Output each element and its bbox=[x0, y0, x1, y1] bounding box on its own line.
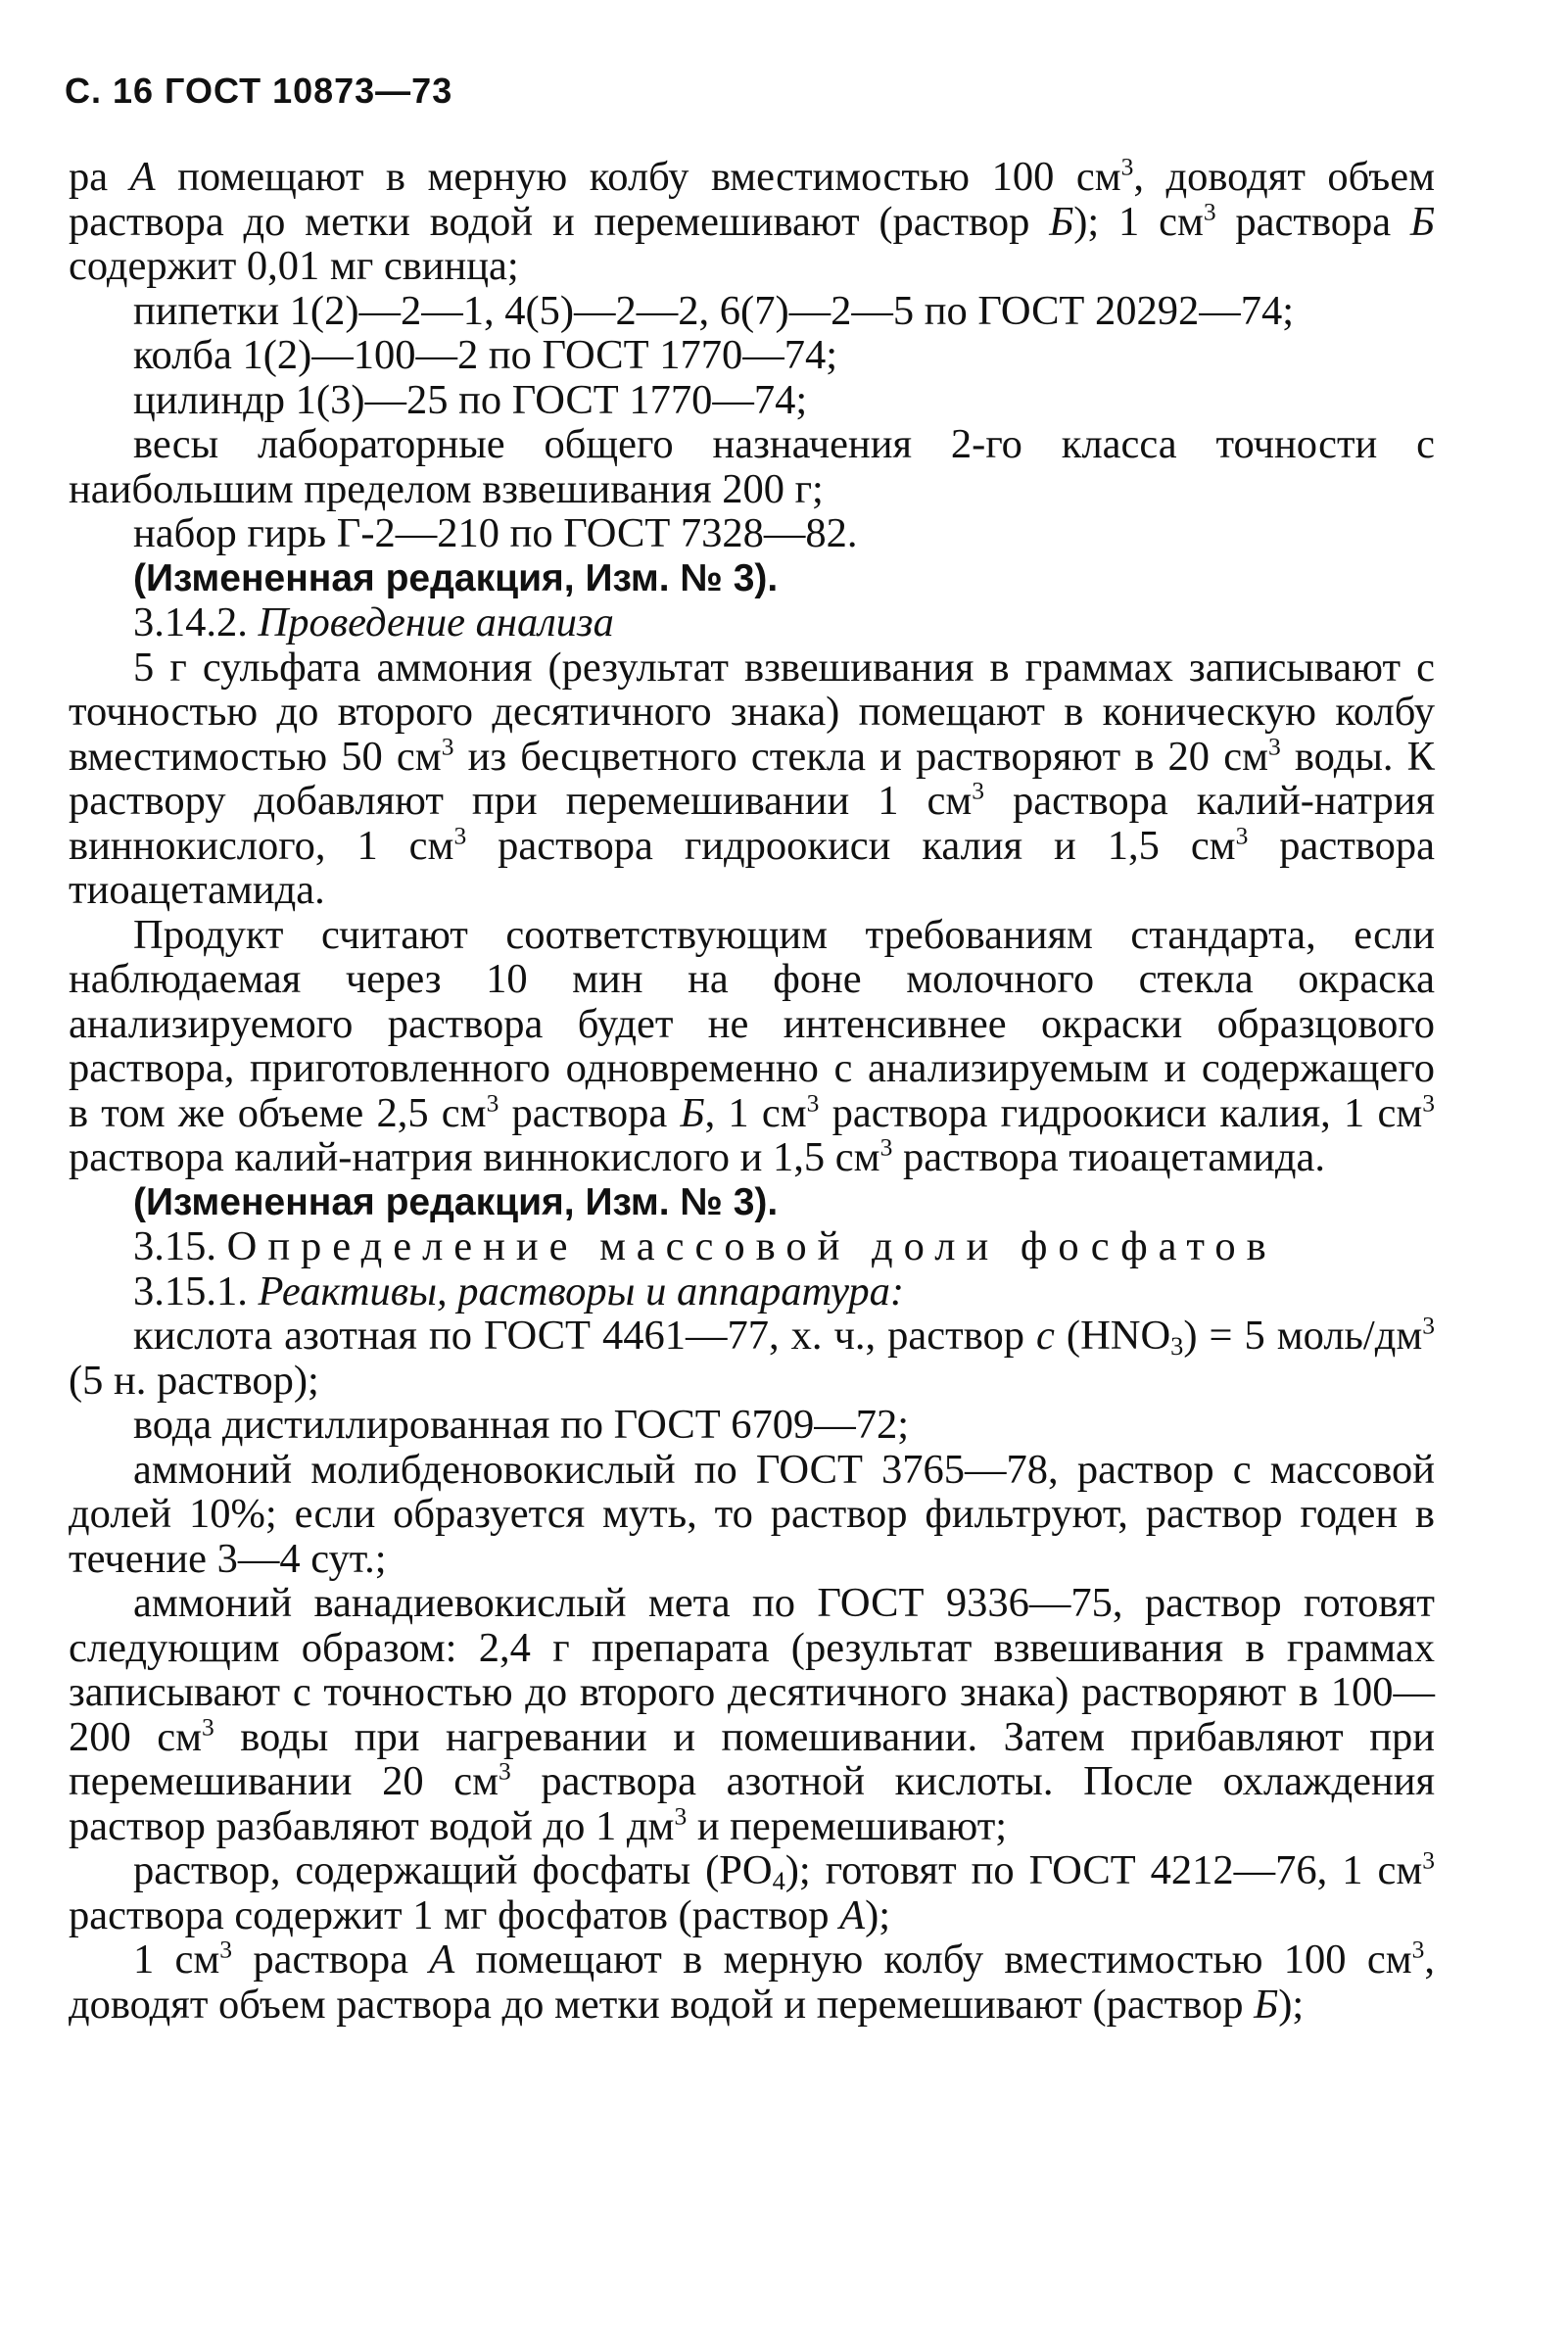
list-item-scales: весы лабораторные общего назначения 2-го класса точности с наибольшим пределом взвешивания 200 г; bbox=[69, 421, 1435, 512]
amendment-note: (Измененная редакция, Изм. № 3). bbox=[133, 556, 779, 599]
list-item-solution-b: 1 $см^3$ раствора А помещают в мерную колбу вместимостью 100 $см^3$, доводят объем раствора до метки водой и перемешивают (раствор Б); bbox=[69, 1935, 1435, 2028]
list-item-phosphate-solution: раствор, содержащий фосфаты $(PO_4)$; готовят по ГОСТ 4212—76, 1 $см^3$ раствора содержит 1 мг фосфатов (раствор А); bbox=[69, 1845, 1435, 1938]
running-head: С. 16 ГОСТ 10873—73 bbox=[65, 71, 453, 111]
section-heading-3-15-1: 3.15.1. Реактивы, растворы и аппаратура: bbox=[133, 1267, 905, 1314]
list-item-distilled-water: вода дистиллированная по ГОСТ 6709—72; bbox=[133, 1402, 910, 1448]
list-item-weights: набор гирь Г-2—210 по ГОСТ 7328—82. bbox=[133, 510, 858, 556]
list-item-ammonium-metavanadate: аммоний ванадиевокислый мета по ГОСТ 9336—75, раствор готовят следующим образом: 2,4 г препарата (результат взвешивания в граммах записывают с точностью до второго десятичного знака) растворяют в 100—200 $см^3$ воды при нагревании и помешивании. Затем прибавляют при перемешивании 20 $см^3$ раствора азотной кислоты. После охлаждения раствор разбавляют водой до 1 $дм^3$ и перемешивают; bbox=[69, 1580, 1435, 1849]
body-text bbox=[69, 152, 1436, 2028]
list-item-nitric-acid: кислота азотная по ГОСТ 4461—77, х. ч., раствор с $(HNO_3) = 5$ моль/$дм^3$ (5 н. раствор); bbox=[69, 1311, 1435, 1404]
amendment-note: (Измененная редакция, Изм. № 3). bbox=[133, 1180, 779, 1223]
list-item-cylinder: цилиндр 1(3)—25 по ГОСТ 1770—74; bbox=[133, 376, 808, 423]
section-heading-3-15: 3.15. Определение массовой доли фосфатов bbox=[133, 1223, 1277, 1269]
list-item-pipettes: пипетки 1(2)—2—1, 4(5)—2—2, 6(7)—2—5 по ГОСТ 20292—74; bbox=[133, 287, 1295, 334]
paragraph-lead-solution: ра А помещают в мерную колбу вместимостью 100 $см^3$, доводят объем раствора до метки водой и перемешивают (раствор Б); 1 $см^3$ раствора Б содержит 0,01 мг свинца; bbox=[69, 152, 1435, 289]
paragraph-acceptance-criterion: Продукт считают соответствующим требованиям стандарта, если наблюдаемая через 10 мин на фоне молочного стекла окраска анализируемого раствора будет не интенсивнее окраски образцового раствора, приготовленного одновременно с анализируемым и содержащего в том же объеме 2,5 $см^3$ раствора Б, 1 $см^3$ раствора гидроокиси калия, 1 $см^3$ раствора калий-натрия виннокислого и 1,5 $см^3$ раствора тиоацетамида. bbox=[69, 911, 1435, 1180]
list-item-flask: колба 1(2)—100—2 по ГОСТ 1770—74; bbox=[133, 332, 838, 378]
section-heading-3-14-2: 3.14.2. Проведение анализа bbox=[133, 599, 614, 645]
paragraph-analysis-procedure: 5 г сульфата аммония (результат взвешивания в граммах записывают с точностью до второго десятичного знака) помещают в коническую колбу вместимостью 50 $см^3$ из бесцветного стекла и растворяют в 20 $см^3$ воды. К раствору добавляют при перемешивании 1 $см^3$ раствора калий-натрия виннокислого, 1 $см^3$ раствора гидроокиси калия и 1,5 $см^3$ раствора тиоацетамида. bbox=[69, 644, 1436, 913]
list-item-ammonium-molybdate: аммоний молибденовокислый по ГОСТ 3765—78, раствор с массовой долей 10%; если образуется муть, то раствор фильтруют, раствор годен в течение 3—4 сут.; bbox=[69, 1446, 1435, 1582]
